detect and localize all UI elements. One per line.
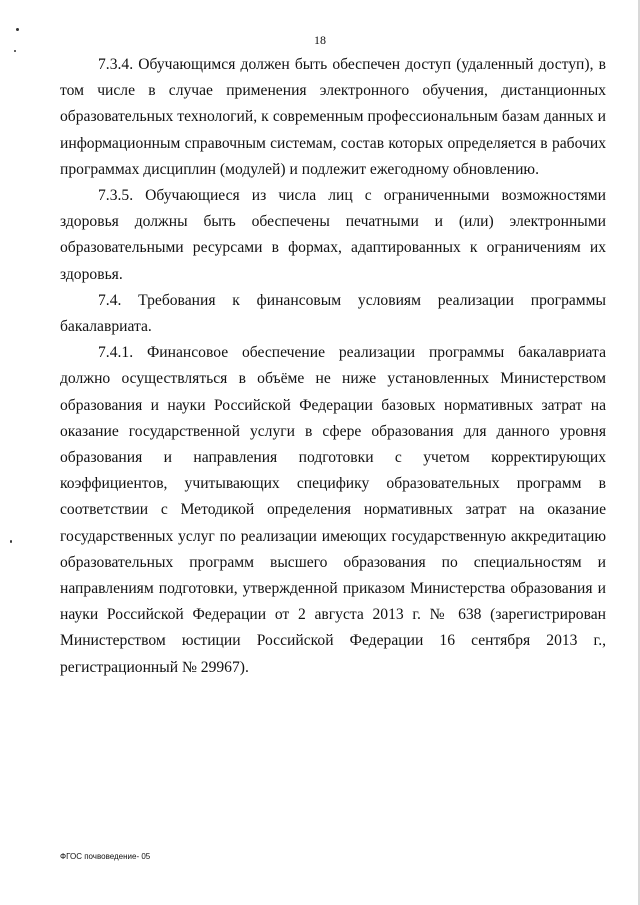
scan-speck xyxy=(10,540,12,543)
scan-speck xyxy=(16,28,19,31)
document-body xyxy=(60,52,606,681)
paragraph-7-4: 7.4. Требования к финансовым условиям реализации программы бакалавриата. xyxy=(60,291,606,336)
page-number: 18 xyxy=(314,33,326,47)
paragraph-7-3-4: 7.3.4. Обучающимся должен быть обеспечен доступ (удаленный доступ), в том числе в случае применения электронного обучения, дистанционных образовательных технологий, к современным профессиональным базам данных и информационным справочным системам, состав которых определяется в рабочих программах дисциплин (модулей) и подлежит ежегодному обновлению. xyxy=(60,56,606,178)
paragraph-7-3-5: 7.3.5. Обучающиеся из числа лиц с ограниченными возможностями здоровья должны быть обеспечены печатными и (или) электронными образовательными ресурсами в формах, адаптированных к ограничениям их здоровья. xyxy=(60,187,606,283)
document-footer: ФГОС почвоведение- 05 xyxy=(60,852,151,861)
paragraph-7-4-1: 7.4.1. Финансовое обеспечение реализации программы бакалавриата должно осуществляться в объёме не ниже установленных Министерством образования и науки Российской Федерации базовых нормативных затрат на оказание государственной услуги в сфере образования для данного уровня образования и направления подготовки с учетом корректирующих коэффициентов, учитывающих специфику образовательных программ в соответствии с Методикой определения нормативных затрат на оказание государственных услуг по реализации имеющих государственную аккредитацию образовательных программ высшего образования по специальностям и направлениям подготовки, утвержденной приказом Министерства образования и науки Российской Федерации от 2 августа 2013 г. № 638 (зарегистрирован Министерством юстиции Российской Федерации 16 сентября 2013 г., регистрационный № 29967). xyxy=(60,344,606,676)
scan-speck xyxy=(14,50,16,52)
